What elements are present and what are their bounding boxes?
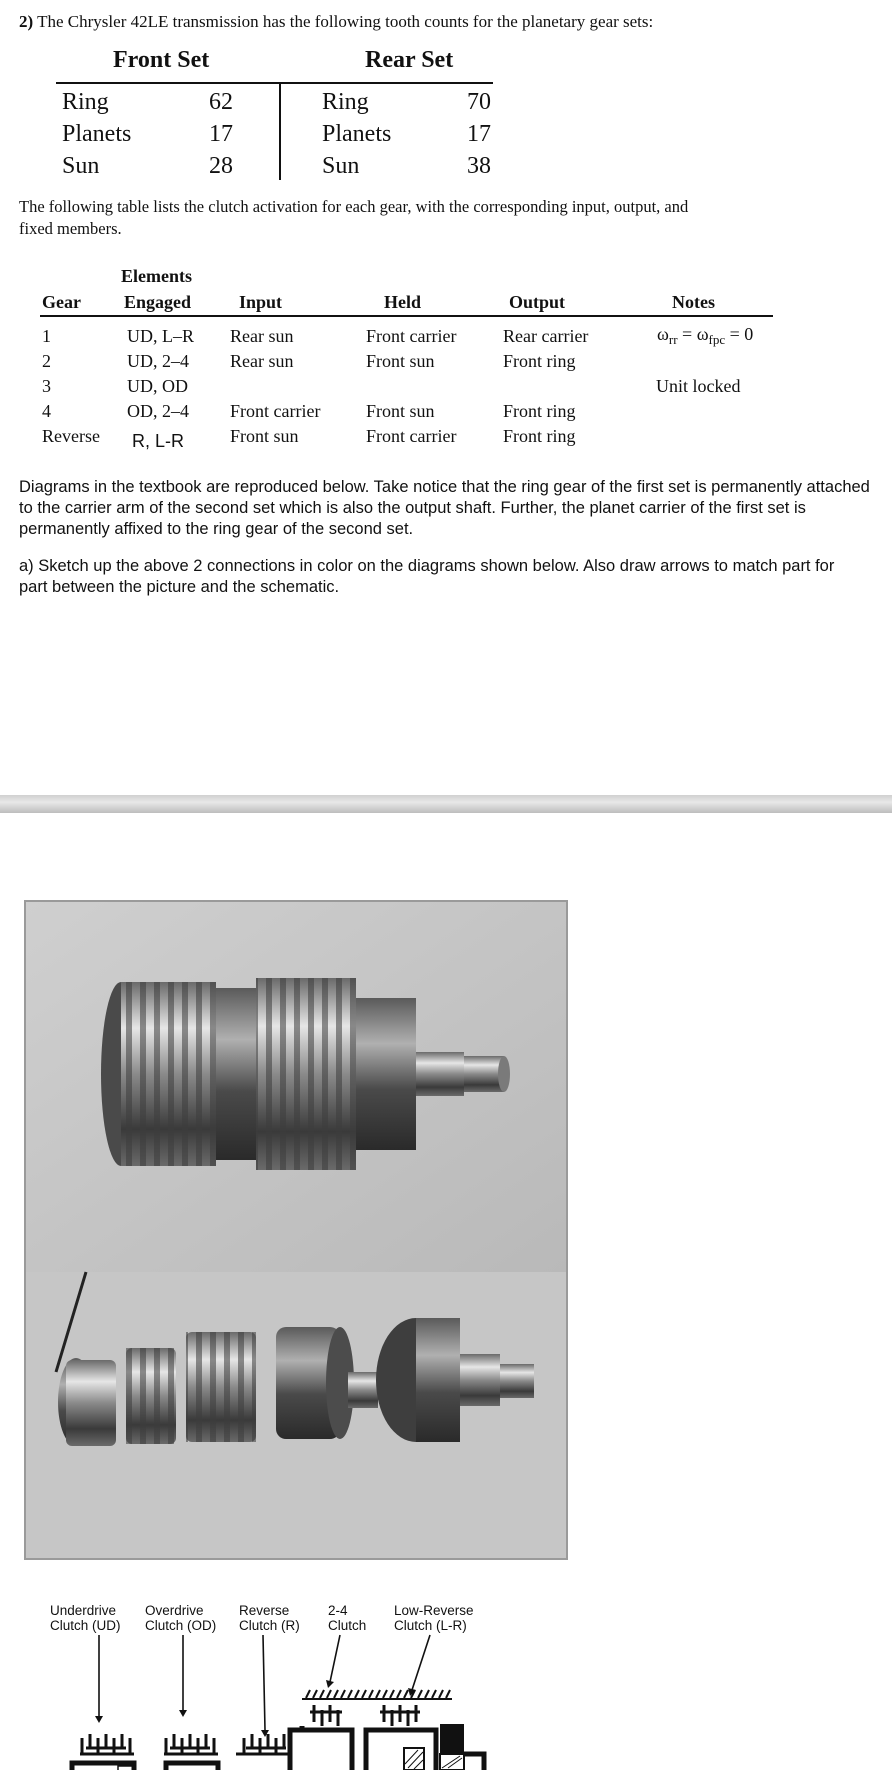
row1-notes-equation: $\omega_{rr} = \omega_{fpc} = 0$: [657, 324, 754, 347]
rear-planets-label: Planets: [322, 121, 392, 147]
row4-gear: 4: [42, 401, 51, 421]
row-reverse-gear: Reverse: [42, 426, 100, 446]
row4-output: Front ring: [503, 401, 576, 421]
output-header: Output: [509, 292, 566, 312]
row4-input: Front carrier: [230, 401, 321, 421]
rear-ring-label: Ring: [322, 89, 369, 115]
row1-held: Front carrier: [366, 326, 457, 346]
row-reverse-output: Front ring: [503, 426, 576, 446]
row3-notes: Unit locked: [656, 376, 741, 396]
label-2-4-clutch: 2-4 Clutch: [328, 1603, 367, 1633]
front-ring-count: 62: [209, 89, 233, 115]
rear-planets-count: 17: [467, 121, 491, 147]
row1-output: Rear carrier: [503, 326, 589, 346]
row2-held: Front sun: [366, 351, 435, 371]
row1-engaged: UD, L–R: [127, 326, 194, 346]
elements-header-line1: Elements: [121, 266, 192, 286]
row2-engaged: UD, 2–4: [127, 351, 189, 371]
rear-ring-count: 70: [467, 89, 491, 115]
clutch-schematic: [0, 1630, 892, 1770]
clutch-table-rule: [40, 315, 773, 317]
question-number: 2): [19, 12, 34, 31]
row3-engaged: UD, OD: [127, 376, 188, 396]
page-separator: [0, 795, 892, 813]
label-low-reverse-clutch: Low-Reverse Clutch (L-R): [394, 1603, 474, 1633]
input-header: Input: [239, 292, 283, 312]
row3-gear: 3: [42, 376, 51, 396]
row-reverse-input: Front sun: [230, 426, 299, 446]
front-ring-label: Ring: [62, 89, 109, 115]
label-reverse-clutch: Reverse Clutch (R): [239, 1603, 300, 1633]
diagram-note-text: Diagrams in the textbook are reproduced below. Take notice that the ring gear of the first set is permanently attached to the carrier arm of the second set which is also the output shaft. Further, the planet carrier of the first set is permanently affixed to the ring gear of the second set.: [19, 478, 870, 538]
front-set-header: Front Set: [113, 47, 210, 73]
row2-input: Rear sun: [230, 351, 294, 371]
rear-sun-label: Sun: [322, 153, 360, 179]
transmission-photo: [24, 900, 568, 1560]
row2-gear: 2: [42, 351, 51, 371]
clutch-intro-text: The following table lists the clutch activation for each gear, with the corresponding input, output, and fixed members.: [19, 197, 689, 238]
row1-gear: 1: [42, 326, 51, 346]
held-header: Held: [384, 292, 422, 312]
front-planets-count: 17: [209, 121, 233, 147]
elements-header-line2: Engaged: [124, 292, 192, 312]
gear-header: Gear: [42, 292, 81, 312]
rear-sun-count: 38: [467, 153, 491, 179]
label-underdrive-clutch: Underdrive Clutch (UD): [50, 1603, 121, 1633]
row1-input: Rear sun: [230, 326, 294, 346]
row4-engaged: OD, 2–4: [127, 401, 189, 421]
row4-held: Front sun: [366, 401, 435, 421]
label-overdrive-clutch: Overdrive Clutch (OD): [145, 1603, 217, 1633]
front-planets-label: Planets: [62, 121, 132, 147]
part-a-instructions: a) Sketch up the above 2 connections in color on the diagrams shown below. Also draw arrows to match part for part between the picture and the schematic.: [19, 557, 835, 596]
row-reverse-held: Front carrier: [366, 426, 457, 446]
notes-header: Notes: [672, 292, 715, 312]
transmission-photo-drawing: [26, 902, 566, 1558]
question-text: The Chrysler 42LE transmission has the following tooth counts for the planetary gear sets:: [37, 12, 654, 31]
row2-output: Front ring: [503, 351, 576, 371]
rear-set-header: Rear Set: [365, 47, 454, 73]
tooth-table-rule: [56, 82, 493, 84]
front-sun-count: 28: [209, 153, 233, 179]
front-sun-label: Sun: [62, 153, 100, 179]
tooth-table-divider: [279, 82, 281, 180]
question-intro: [19, 12, 653, 32]
row-reverse-engaged: R, L-R: [132, 431, 185, 451]
